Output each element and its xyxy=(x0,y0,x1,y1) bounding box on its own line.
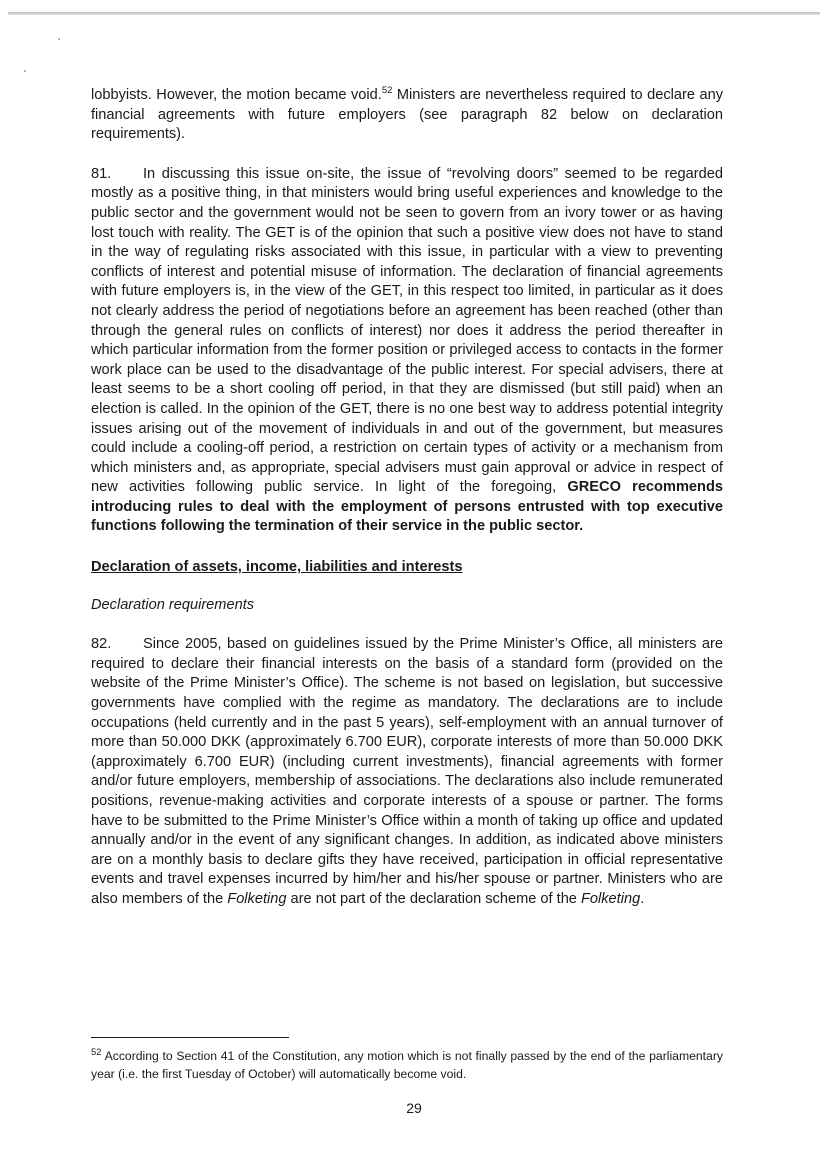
footnote xyxy=(91,1047,723,1083)
paragraph-82-text-a: Since 2005, based on guidelines issued by the Prime Minister’s Office, all ministers are required to declare their financial interests on the basis of a standard form (provided on the website of the Prime Minister’s Office). The scheme is not based on legislation, but successive governments have complied with the regime as mandatory. The declarations are to include occupations (held currently and in the past 5 years), self-employment with an annual turnover of more than 50.000 DKK (approximately 6.700 EUR), corporate interests of more than 50.000 DKK (approximately 6.700 EUR) (including current investments), financial agreements with former and/or future employers, membership of associations. The declarations also include remunerated positions, revenue-making activities and corporate interests of a spouse or partner. The forms have to be submitted to the Prime Minister’s Office within a month of taking up office and updated annually and/or in the event of any significant changes. In addition, as indicated above ministers are on a monthly basis to declare gifts they have received, participation in official representative events and travel expenses incurred by him/her and his/her spouse or partner. Ministers who are also members of the xyxy=(91,636,723,907)
page-number: 29 xyxy=(406,1100,422,1116)
footnote-reference[interactable]: 52 xyxy=(381,85,393,97)
paragraph-81 xyxy=(91,165,723,537)
paragraph-82 xyxy=(91,635,723,909)
paragraph-number: 81. xyxy=(91,165,112,182)
greco-recommendation: GRECO recommends introducing rules to deal with the employment of persons entrusted with top executive functions following the termination of their service in the public sector. xyxy=(91,479,723,535)
section-heading: Declaration of assets, income, liabilities and interests xyxy=(91,559,463,576)
paragraph-lobbyists-text-a: lobbyists. However, the motion became void. xyxy=(91,87,382,103)
folketing-term: Folketing xyxy=(227,890,287,907)
scan-speck xyxy=(58,38,60,40)
paragraph-81-text: In discussing this issue on-site, the issue of “revolving doors” seemed to be regarded mostly as a positive thing, in that ministers would bring useful experiences and knowledge to the public sector and the government would not be seen to govern from an ivory tower or as having lost touch with reality. The GET is of the opinion that such a positive view does not have to stand in the way of regulating risks associated with this issue, in particular with a view to preventing conflicts of interest and potential misuse of information. The declaration of financial agreements with future employers is, in the view of the GET, in this respect too limited, in particular as it does not clearly address the period of negotiations before an agreement has been reached (other than through the general rules on conflicts of interest) nor does it address the period thereafter in which particular information from the former position or privileged access to contacts in the former work place can be used to the disadvantage of the public interest. For special advisers, there at least seems to be a short cooling off period, in that they are dismissed (but still paid) when an election is called. In the opinion of the GET, there is no one best way to address potential integrity issues arising out of the movement of individuals in and out of the government, but measures could include a cooling-off period, a restriction on certain types of activity or a mechanism from which ministers and, as appropriate, special advisers must gain approval or advice in respect of new activities following public service. In light of the foregoing, xyxy=(91,165,723,496)
footnote-separator xyxy=(91,1037,289,1038)
footnote-text: According to Section 41 of the Constitution, any motion which is not finally passed by the end of the parliamentary year (i.e. the first Tuesday of October) will automatically become void. xyxy=(91,1049,723,1081)
paragraph-lobbyists-text-b: Ministers are nevertheless required to declare any financial agreements with future employers (see paragraph 82 below on declaration requirements). xyxy=(91,87,723,143)
footnote-marker: 52 xyxy=(91,1046,102,1058)
paragraph-number: 82. xyxy=(91,636,112,653)
header-rule xyxy=(8,12,820,15)
scan-speck xyxy=(24,70,26,72)
document-body xyxy=(91,86,723,910)
subheading: Declaration requirements xyxy=(91,596,255,613)
paragraph-82-text-b: are not part of the declaration scheme of the xyxy=(286,890,581,907)
paragraph-82-text-c: . xyxy=(640,890,645,907)
folketing-term: Folketing xyxy=(580,890,641,907)
paragraph-lobbyists xyxy=(91,86,723,145)
